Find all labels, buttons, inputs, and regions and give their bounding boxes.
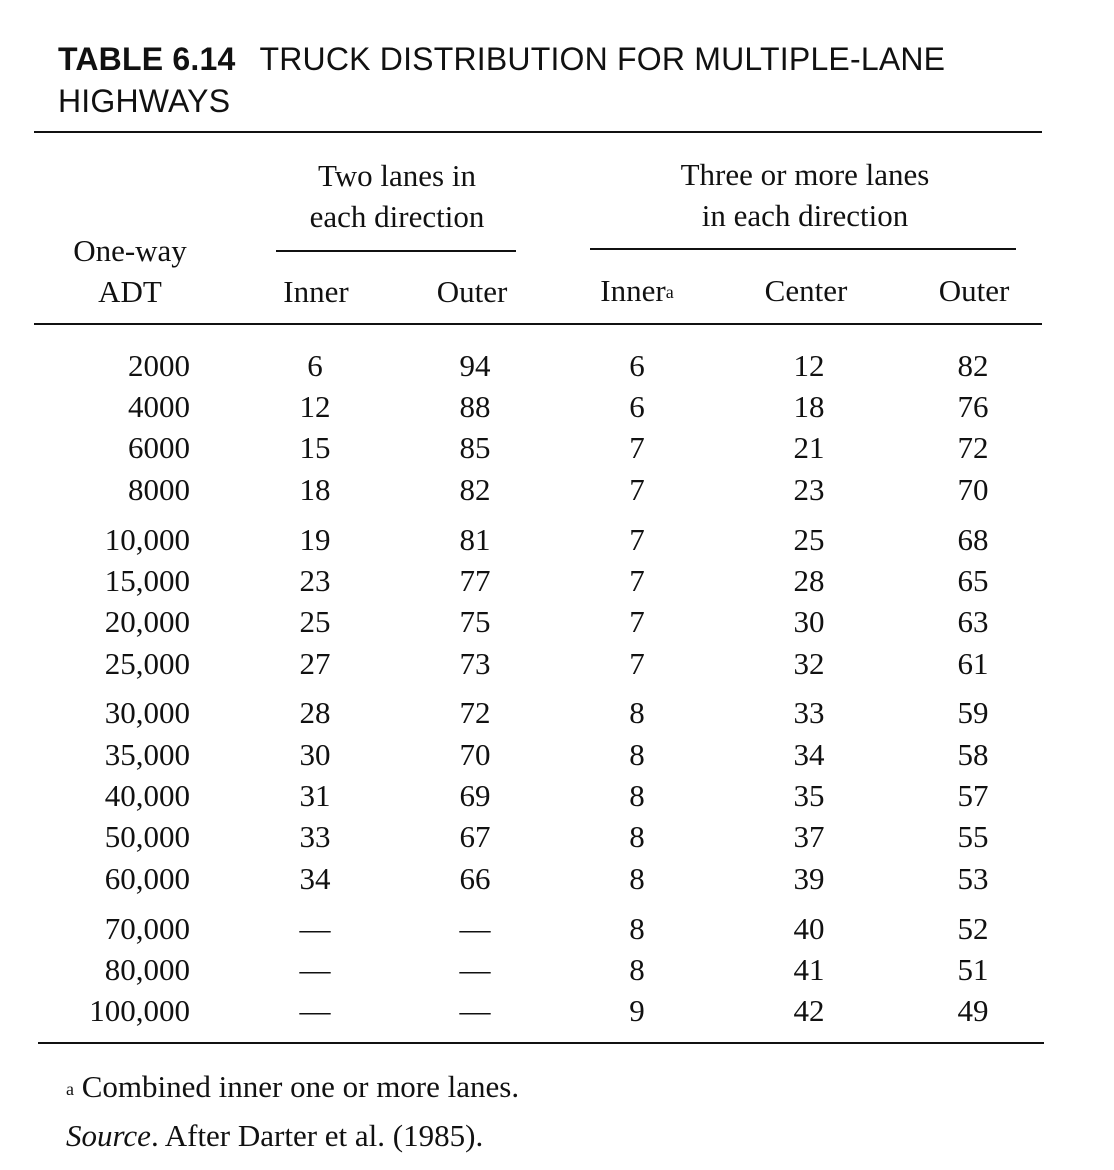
cell-inner-two: 15 [299, 430, 331, 465]
cell-outer-two: 73 [459, 646, 491, 681]
cell-outer-two: 77 [459, 563, 491, 598]
cell-inner-two: 27 [299, 646, 331, 681]
cell-outer-three: 70 [957, 472, 989, 507]
cell-center-three: 39 [793, 861, 825, 896]
cell-adt: 10,000 [104, 522, 190, 557]
cell-center-three: 28 [793, 563, 825, 598]
cell-center-three: 34 [793, 737, 825, 772]
cell-outer-two: 67 [459, 819, 491, 854]
cell-inner-three: 8 [629, 695, 645, 730]
cell-center-three: 12 [793, 348, 825, 383]
cell-outer-three: 72 [957, 430, 989, 465]
cell-outer-three: 63 [957, 604, 989, 639]
cell-inner-two: 12 [299, 389, 331, 424]
cell-outer-two: 66 [459, 861, 491, 896]
cell-center-three: 32 [793, 646, 825, 681]
cell-outer-three: 58 [957, 737, 989, 772]
column-header-center: Center [764, 273, 848, 308]
cell-inner-three: 7 [629, 472, 645, 507]
cell-inner-three: 7 [629, 604, 645, 639]
bottom-rule [38, 1042, 1044, 1044]
group-two-lanes-header: Two lanes in each direction [309, 158, 485, 234]
cell-outer-two: 70 [459, 737, 491, 772]
cell-outer-three: 52 [957, 911, 989, 946]
column-header-outer-three: Outer [938, 273, 1010, 308]
cell-inner-three: 8 [629, 819, 645, 854]
cell-outer-three: 65 [957, 563, 989, 598]
cell-outer-three: 55 [957, 819, 989, 854]
cell-adt: 100,000 [89, 993, 190, 1028]
cell-center-three: 21 [793, 430, 825, 465]
cell-center-three: 42 [793, 993, 825, 1028]
cell-inner-three: 8 [629, 861, 645, 896]
cell-outer-two: 82 [459, 472, 491, 507]
footnote-marker: a [665, 282, 674, 302]
cell-inner-three: 7 [629, 430, 645, 465]
cell-outer-three: 61 [957, 646, 989, 681]
cell-outer-two: — [459, 952, 491, 987]
cell-inner-three: 7 [629, 646, 645, 681]
cell-center-three: 30 [793, 604, 825, 639]
cell-adt: 30,000 [104, 695, 190, 730]
cell-adt: 4000 [128, 389, 190, 424]
cell-inner-three: 8 [629, 952, 645, 987]
cell-inner-three: 8 [629, 778, 645, 813]
cell-inner-two: — [299, 993, 331, 1028]
table-title: TRUCK DISTRIBUTION FOR MULTIPLE-LANE [259, 41, 946, 77]
cell-center-three: 40 [793, 911, 825, 946]
cell-outer-two: 88 [459, 389, 491, 424]
cell-outer-three: 49 [957, 993, 989, 1028]
cell-inner-three: 7 [629, 563, 645, 598]
cell-adt: 35,000 [104, 737, 190, 772]
cell-adt: 20,000 [104, 604, 190, 639]
cell-adt: 15,000 [104, 563, 190, 598]
cell-center-three: 37 [793, 819, 825, 854]
cell-center-three: 35 [793, 778, 825, 813]
cell-adt: 40,000 [104, 778, 190, 813]
cell-inner-two: 28 [299, 695, 331, 730]
table-number: TABLE 6.14 [58, 41, 236, 77]
cell-outer-two: 81 [459, 522, 491, 557]
cell-inner-three: 9 [629, 993, 645, 1028]
cell-inner-two: 33 [299, 819, 331, 854]
cell-outer-three: 82 [957, 348, 989, 383]
cell-adt: 70,000 [104, 911, 190, 946]
cell-inner-two: 34 [299, 861, 331, 896]
column-header-inner-two: Inner [283, 274, 349, 309]
cell-outer-two: — [459, 993, 491, 1028]
cell-outer-three: 51 [957, 952, 989, 987]
source-note: Source. After Darter et al. (1985). [66, 1118, 484, 1153]
cell-center-three: 18 [793, 389, 825, 424]
cell-outer-two: 72 [459, 695, 491, 730]
cell-inner-two: 23 [299, 563, 331, 598]
cell-inner-three: 8 [629, 737, 645, 772]
cell-center-three: 33 [793, 695, 825, 730]
cell-adt: 50,000 [104, 819, 190, 854]
cell-center-three: 41 [793, 952, 825, 987]
cell-inner-two: 30 [299, 737, 331, 772]
cell-outer-three: 59 [957, 695, 989, 730]
cell-center-three: 25 [793, 522, 825, 557]
table-caption [58, 38, 1058, 122]
header-rule [34, 323, 1042, 325]
cell-outer-two: — [459, 911, 491, 946]
cell-inner-three: 8 [629, 911, 645, 946]
column-header-inner-three: Inner$^a$ [600, 273, 674, 308]
cell-adt: 80,000 [104, 952, 190, 987]
cell-outer-two: 94 [459, 348, 491, 383]
cell-inner-three: 7 [629, 522, 645, 557]
cell-center-three: 23 [793, 472, 825, 507]
cell-inner-two: — [299, 952, 331, 987]
cell-outer-two: 85 [459, 430, 491, 465]
cell-adt: 60,000 [104, 861, 190, 896]
top-rule [34, 131, 1042, 133]
cell-inner-two: 25 [299, 604, 331, 639]
group-two-underline [276, 250, 516, 252]
cell-outer-two: 75 [459, 604, 491, 639]
cell-inner-two: 31 [299, 778, 331, 813]
cell-adt: 25,000 [104, 646, 190, 681]
cell-outer-three: 68 [957, 522, 989, 557]
cell-inner-two: 6 [307, 348, 323, 383]
cell-outer-three: 53 [957, 861, 989, 896]
cell-inner-two: — [299, 911, 331, 946]
cell-inner-two: 18 [299, 472, 331, 507]
table-title-line2: HIGHWAYS [58, 83, 231, 119]
group-three-underline [590, 248, 1016, 250]
column-header-adt: One-way ADT [73, 233, 187, 309]
cell-outer-three: 76 [957, 389, 989, 424]
cell-adt: 8000 [128, 472, 190, 507]
group-three-lanes-header: Three or more lanes in each direction [680, 157, 930, 233]
cell-adt: 6000 [128, 430, 190, 465]
cell-outer-two: 69 [459, 778, 491, 813]
cell-outer-three: 57 [957, 778, 989, 813]
column-header-outer-two: Outer [436, 274, 508, 309]
cell-inner-two: 19 [299, 522, 331, 557]
footnote-a: $^a$ Combined inner one or more lanes. [66, 1069, 520, 1104]
cell-adt: 2000 [128, 348, 190, 383]
cell-inner-three: 6 [629, 389, 645, 424]
cell-inner-three: 6 [629, 348, 645, 383]
